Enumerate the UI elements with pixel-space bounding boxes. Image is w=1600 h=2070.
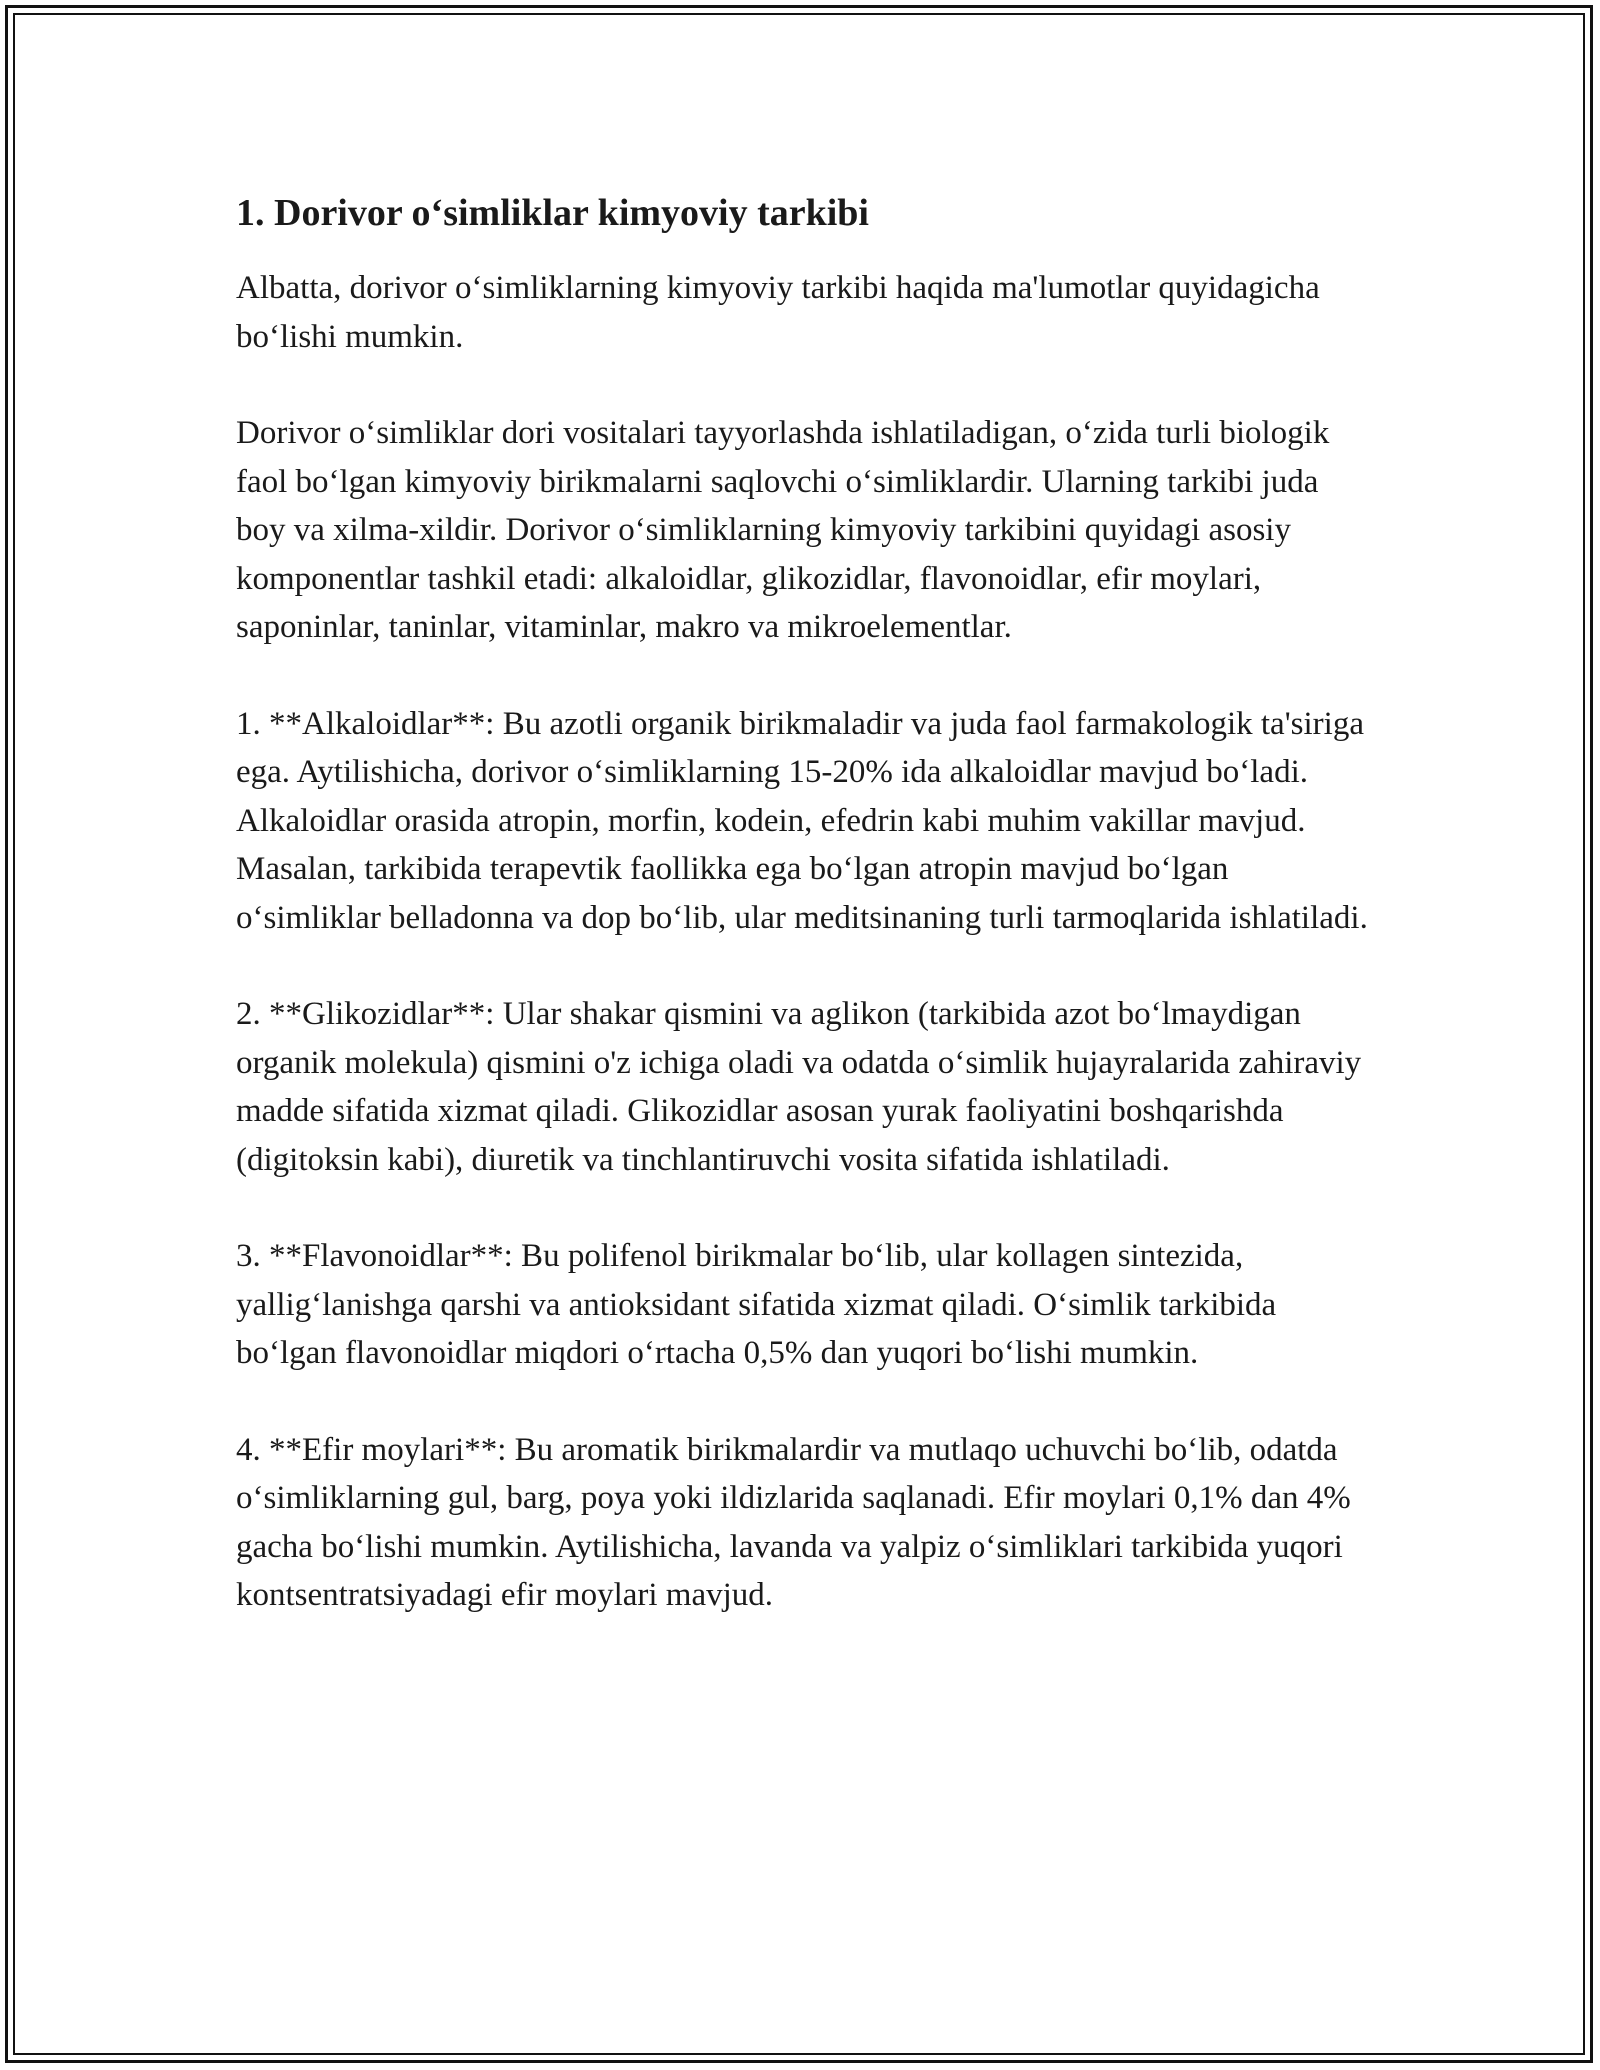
paragraph-overview: Dorivor o‘simliklar dori vositalari tayyorlashda ishlatiladigan, o‘zida turli biologik faol bo‘lgan kimyoviy birikmalarni saqlovchi o‘simliklardir. Ularning tarkibi juda boy va xilma-xildir. Dorivor o‘simliklarning kimyoviy tarkibini quyidagi asosiy komponentlar tashkil etadi: alkaloidlar, glikozidlar, flavonoidlar, efir moylari, saponinlar, taninlar, vitaminlar, makro va mikroelementlar. <box>236 415 1330 645</box>
paragraph-flavonoids: 3. **Flavonoidlar**: Bu polifenol birikmalar bo‘lib, ular kollagen sintezida, yallig‘lanishga qarshi va antioksidant sifatida xizmat qiladi. O‘simlik tarkibida bo‘lgan flavonoidlar miqdori o‘rtacha 0,5% dan yuqori bo‘lishi mumkin. <box>236 1238 1277 1371</box>
paragraph-glycosides: 2. **Glikozidlar**: Ular shakar qismini va aglikon (tarkibida azot bo‘lmaydigan organik molekula) qismini o'z ichiga oladi va odatda o‘simlik hujayralarida zahiraviy madde sifatida xizmat qiladi. Glikozidlar asosan yurak faoliyatini boshqarishda (digitoksin kabi), diuretik va tinchlantiruvchi vosita sifatida ishlatiladi. <box>236 996 1362 1178</box>
document-title: 1. Dorivor o‘simliklar kimyoviy tarkibi <box>236 192 869 234</box>
paragraph-intro: Albatta, dorivor o‘simliklarning kimyoviy tarkibi haqida ma'lumotlar quyidagicha bo‘lishi mumkin. <box>236 270 1320 355</box>
document-body <box>236 188 1376 1668</box>
paragraph-essential-oils: 4. **Efir moylari**: Bu aromatik birikmalardir va mutlaqo uchuvchi bo‘lib, odatda o‘simliklarning gul, barg, poya yoki ildizlarida saqlanadi. Efir moylari 0,1% dan 4% gacha bo‘lishi mumkin. Aytilishicha, lavanda va yalpiz o‘simliklari tarkibida yuqori kontsentratsiyadagi efir moylari mavjud. <box>236 1431 1351 1613</box>
paragraph-alkaloids: 1. **Alkaloidlar**: Bu azotli organik birikmaladir va juda faol farmakologik ta'siriga ega. Aytilishicha, dorivor o‘simliklarning 15-20% ida alkaloidlar mavjud bo‘ladi. Alkaloidlar orasida atropin, morfin, kodein, efedrin kabi muhim vakillar mavjud. Masalan, tarkibida terapevtik faollikka ega bo‘lgan atropin mavjud bo‘lgan o‘simliklar belladonna va dop bo‘lib, ular meditsinaning turli tarmoqlarida ishlatiladi. <box>236 705 1368 936</box>
